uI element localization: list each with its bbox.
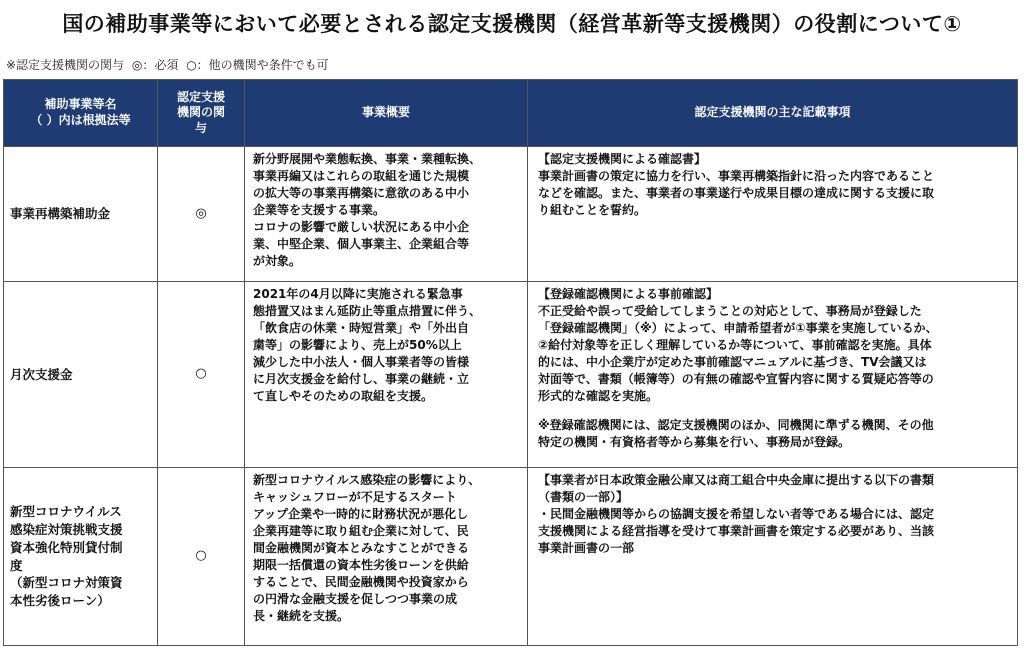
legend-required: ◎：必須 bbox=[131, 58, 179, 72]
header-name bbox=[4, 80, 158, 147]
text-line: て直しやそのための取組を支援。 bbox=[253, 389, 434, 404]
text-line: 「登録確認機関」（※）によって、申請希望者が①事業を実施しているか、 bbox=[538, 321, 938, 336]
text-line: 減少した中小法人・個人事業者等の皆様 bbox=[253, 355, 470, 370]
text-line: 【認定支援機関による確認書】 bbox=[538, 152, 707, 166]
text-line: 業、中堅企業、個人事業主、企業組合等 bbox=[253, 237, 470, 252]
text-line: 態措置又はまん延防止等重点措置に伴う、 bbox=[253, 304, 482, 319]
text-line: 企業再建等に取り組む企業に対して、民 bbox=[253, 524, 469, 539]
header-summary: 事業概要 bbox=[245, 80, 528, 147]
text-line: の拡大等の事業再構築に意欲のある中小 bbox=[253, 186, 470, 201]
header-desc: 認定支援機関の主な記載事項 bbox=[528, 80, 1018, 147]
role-mark-optional: ○ bbox=[158, 282, 245, 468]
role-mark-required: ◎ bbox=[158, 147, 245, 282]
text-line: 新分野展開や業態転換、事業・業種転換、 bbox=[253, 152, 482, 166]
text-line: 資本強化特別貸付制 bbox=[10, 539, 123, 555]
text-line: 支援機関による経営指導を受けて事業計画書を策定する必要があり、当該 bbox=[538, 524, 935, 539]
text-line: 的には、中小企業庁が定めた事前確認マニュアルに基づき、TV会議又は bbox=[538, 355, 927, 370]
text-line: の円滑な金融支援を促しつつ事業の成 bbox=[253, 592, 458, 607]
text-line bbox=[538, 405, 1007, 417]
text-line: り組むことを誓約。 bbox=[538, 203, 647, 218]
text-line: （書類の一部）】 bbox=[538, 490, 629, 505]
row-summary bbox=[245, 282, 528, 468]
header-row bbox=[4, 80, 1018, 147]
text-line: 度 bbox=[10, 557, 23, 573]
text-line: コロナの影響で厳しい状況にある中小企 bbox=[253, 220, 470, 235]
text-line: 不正受給や誤って受給してしまうことの対応として、事務局が登録した bbox=[538, 304, 922, 319]
text-line: アップ企業や一時的に財務状況が悪化し bbox=[253, 507, 469, 522]
row-summary bbox=[245, 468, 528, 646]
row-desc bbox=[528, 468, 1018, 646]
row-summary bbox=[245, 147, 528, 282]
text-line: 長・継続を支援。 bbox=[253, 609, 350, 624]
text-line: 対面等で、書類（帳簿等）の有無の確認や宣誓内容に関する質疑応答等の bbox=[538, 372, 934, 387]
support-table bbox=[3, 79, 1018, 646]
row-desc bbox=[528, 282, 1018, 468]
text-line: 「飲食店の休業・時短営業」や「外出自 bbox=[253, 321, 470, 336]
text-line: 粛等」の影響により、売上が50%以上 bbox=[253, 338, 462, 353]
text-line: 【事業者が日本政策金融公庫又は商工組合中央金庫に提出する以下の書類 bbox=[538, 473, 935, 487]
legend-optional: ○：他の機関や条件でも可 bbox=[186, 58, 329, 72]
text-line: 2021年の4月以降に実施される緊急事 bbox=[253, 287, 463, 301]
text-line: 月次支援金 bbox=[10, 366, 73, 382]
text-line: （新型コロナ対策資 bbox=[10, 575, 123, 591]
header-name-text: 補助事業等名 （ ）内は根拠法等 bbox=[30, 97, 131, 127]
legend bbox=[6, 56, 333, 73]
row-name bbox=[4, 282, 158, 468]
text-line: 新型コロナウイルス bbox=[10, 504, 122, 520]
text-line: 期限一括償還の資本性劣後ローンを供給 bbox=[253, 558, 469, 573]
text-line: 企業等を支援する事業。 bbox=[253, 203, 386, 218]
text-line: 事業計画書の一部 bbox=[538, 541, 635, 556]
text-line: 事業計画書の策定に協力を行い、事業再構築指針に沿った内容であること bbox=[538, 169, 935, 184]
text-line: が対象。 bbox=[253, 254, 302, 269]
row-name bbox=[4, 147, 158, 282]
text-line: 本性劣後ローン） bbox=[10, 593, 110, 608]
table-row bbox=[4, 468, 1018, 646]
text-line: ・民間金融機関等からの協調支援を希望しない者等である場合には、認定 bbox=[538, 507, 935, 522]
text-line: 事業再編又はこれらの取組を通じた規模 bbox=[253, 169, 470, 184]
text-line: に月次支援金を給付し、事業の継続・立 bbox=[253, 372, 470, 387]
text-line: ②給付対象等を正しく理解しているか等について、事前確認を実施。具体 bbox=[538, 338, 932, 353]
text-line: 形式的な確認を実施。 bbox=[538, 389, 659, 404]
text-line: 感染症対策挑戦支援 bbox=[10, 522, 123, 537]
text-line: 事業再構築補助金 bbox=[10, 206, 111, 222]
legend-prefix: ※認定支援機関の関与 bbox=[6, 58, 125, 72]
text-line: などを確認。また、事業者の事業遂行や成果目標の達成に関する支援に取 bbox=[538, 186, 935, 201]
text-line: 新型コロナウイルス感染症の影響により、 bbox=[253, 473, 481, 487]
header-role bbox=[158, 80, 245, 147]
row-name bbox=[4, 468, 158, 646]
text-line: 間金融機関が資本とみなすことができる bbox=[253, 541, 470, 556]
role-mark-optional: ○ bbox=[158, 468, 245, 646]
text-line: キャッシュフローが不足するスタート bbox=[253, 490, 457, 505]
text-line: することで、民間金融機関や投資家から bbox=[253, 575, 469, 590]
text-line: 特定の機関・有資格者等から募集を行い、事務局が登録。 bbox=[538, 435, 851, 450]
table-row bbox=[4, 147, 1018, 282]
text-line: 【登録確認機関による事前確認】 bbox=[538, 287, 719, 301]
row-desc bbox=[528, 147, 1018, 282]
header-role-text: 認定支援 機関の関 与 bbox=[176, 89, 225, 135]
text-line: ※登録確認機関には、認定支援機関のほか、同機関に準ずる機関、その他 bbox=[538, 418, 934, 433]
page-title: 国の補助事業等において必要とされる認定支援機関（経営革新等支援機関）の役割について① bbox=[62, 12, 962, 36]
table-row bbox=[4, 282, 1018, 468]
